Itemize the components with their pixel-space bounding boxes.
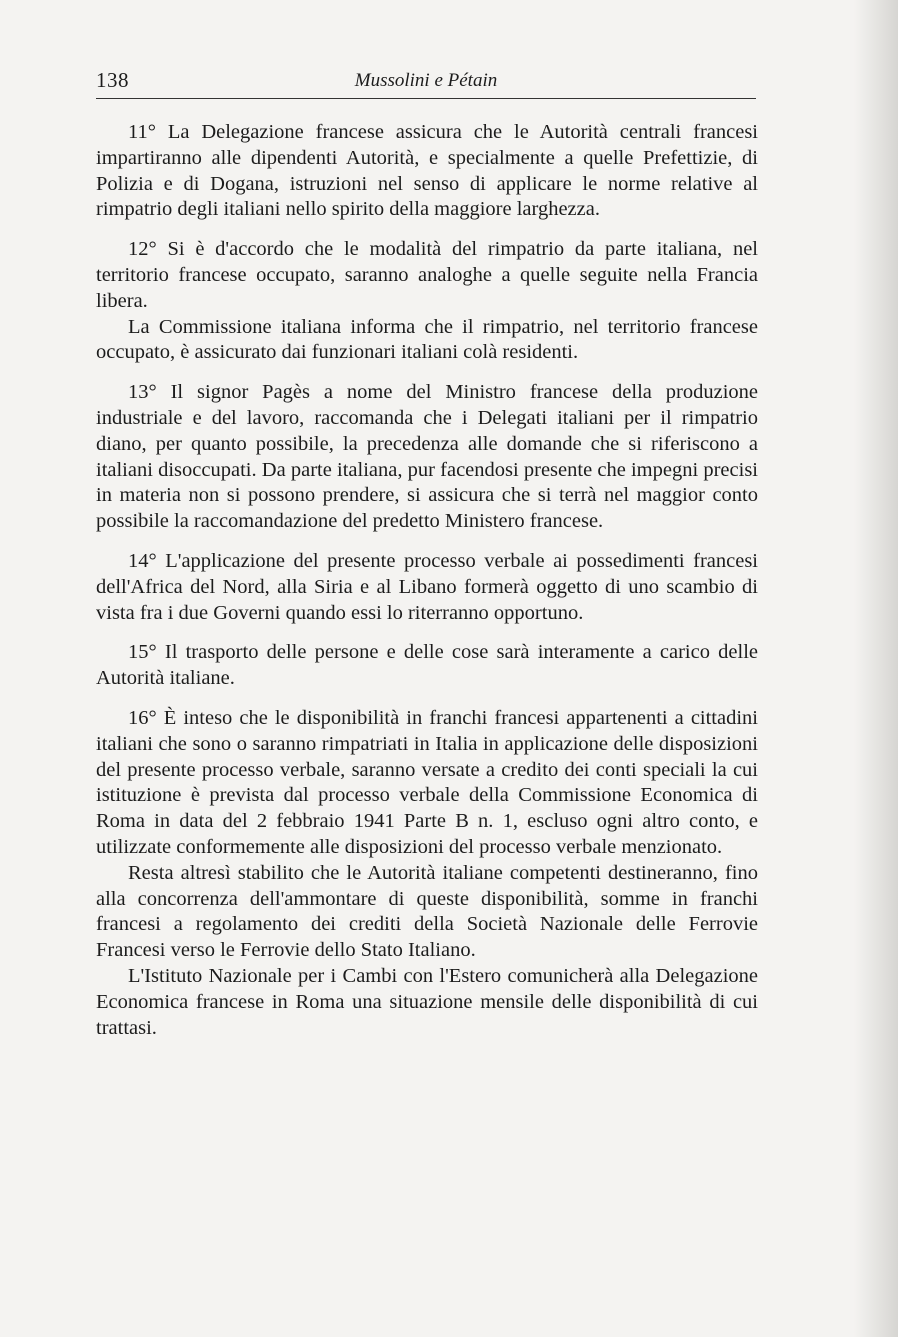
paragraph-12: 12° Si è d'accordo che le modalità del rimpatrio da parte italiana, nel territorio francese occupato, saranno analoghe a quelle seguite nella Francia libera. xyxy=(96,238,758,312)
running-title: Mussolini e Pétain xyxy=(354,70,498,91)
page-number: 138 xyxy=(96,68,129,92)
paragraph-16-continuation: Resta altresì stabilito che le Autorità italiane competenti destineranno, fino alla concorrenza dell'ammontare di queste disponibilità, somme in franchi francesi a regolamento dei crediti della Società Nazionale delle Ferrovie Francesi verso le Ferrovie dello Stato Italiano. xyxy=(96,861,758,962)
paragraph-15: 15° Il trasporto delle persone e delle cose sarà interamente a carico delle Autorità italiane. xyxy=(96,641,758,690)
page-edge-shadow xyxy=(854,0,898,1337)
running-header xyxy=(96,64,756,99)
body-text xyxy=(96,120,758,1041)
paragraph-12-note: La Commissione italiana informa che il rimpatrio, nel territorio francese occupato, è assicurato dai funzionari italiani colà residenti. xyxy=(96,315,758,364)
paragraph-11: 11° La Delegazione francese assicura che le Autorità centrali francesi impartiranno alle dipendenti Autorità, e specialmente a quelle Prefettizie, di Polizia e di Dogana, istruzioni nel senso di applicare le norme relative al rimpatrio degli italiani nello spirito della maggiore larghezza. xyxy=(96,121,758,221)
paragraph-13: 13° Il signor Pagès a nome del Ministro francese della produzione industriale e del lavoro, raccomanda che i Delegati italiani per il rimpatrio diano, per quanto possibile, la precedenza alle domande che si riferiscono a italiani disoccupati. Da parte italiana, pur facendosi presente che impegni precisi in materia non si possono prendere, si assicura che si terrà nel maggior conto possibile la raccomandazione del predetto Ministero francese. xyxy=(96,381,758,533)
paragraph-16: 16° È inteso che le disponibilità in franchi francesi appartenenti a cittadini italiani che sono o saranno rimpatriati in Italia in applicazione delle disposizioni del presente processo verbale, saranno versate a credito dei conti speciali la cui istituzione è prevista dal processo verbale della Commissione Economica di Roma in data del 2 febbraio 1941 Parte B n. 1, escluso ogni altro conto, e utilizzate conformemente alle disposizioni del processo verbale menzionato. xyxy=(96,706,758,858)
paragraph-16-istituto: L'Istituto Nazionale per i Cambi con l'Estero comunicherà alla Delegazione Economica francese in Roma una situazione mensile delle disponibilità di cui trattasi. xyxy=(96,964,758,1039)
paragraph-14: 14° L'applicazione del presente processo verbale ai possedimenti francesi dell'Africa del Nord, alla Siria e al Libano formerà oggetto di uno scambio di vista fra i due Governi quando essi lo riterranno opportuno. xyxy=(96,549,758,624)
